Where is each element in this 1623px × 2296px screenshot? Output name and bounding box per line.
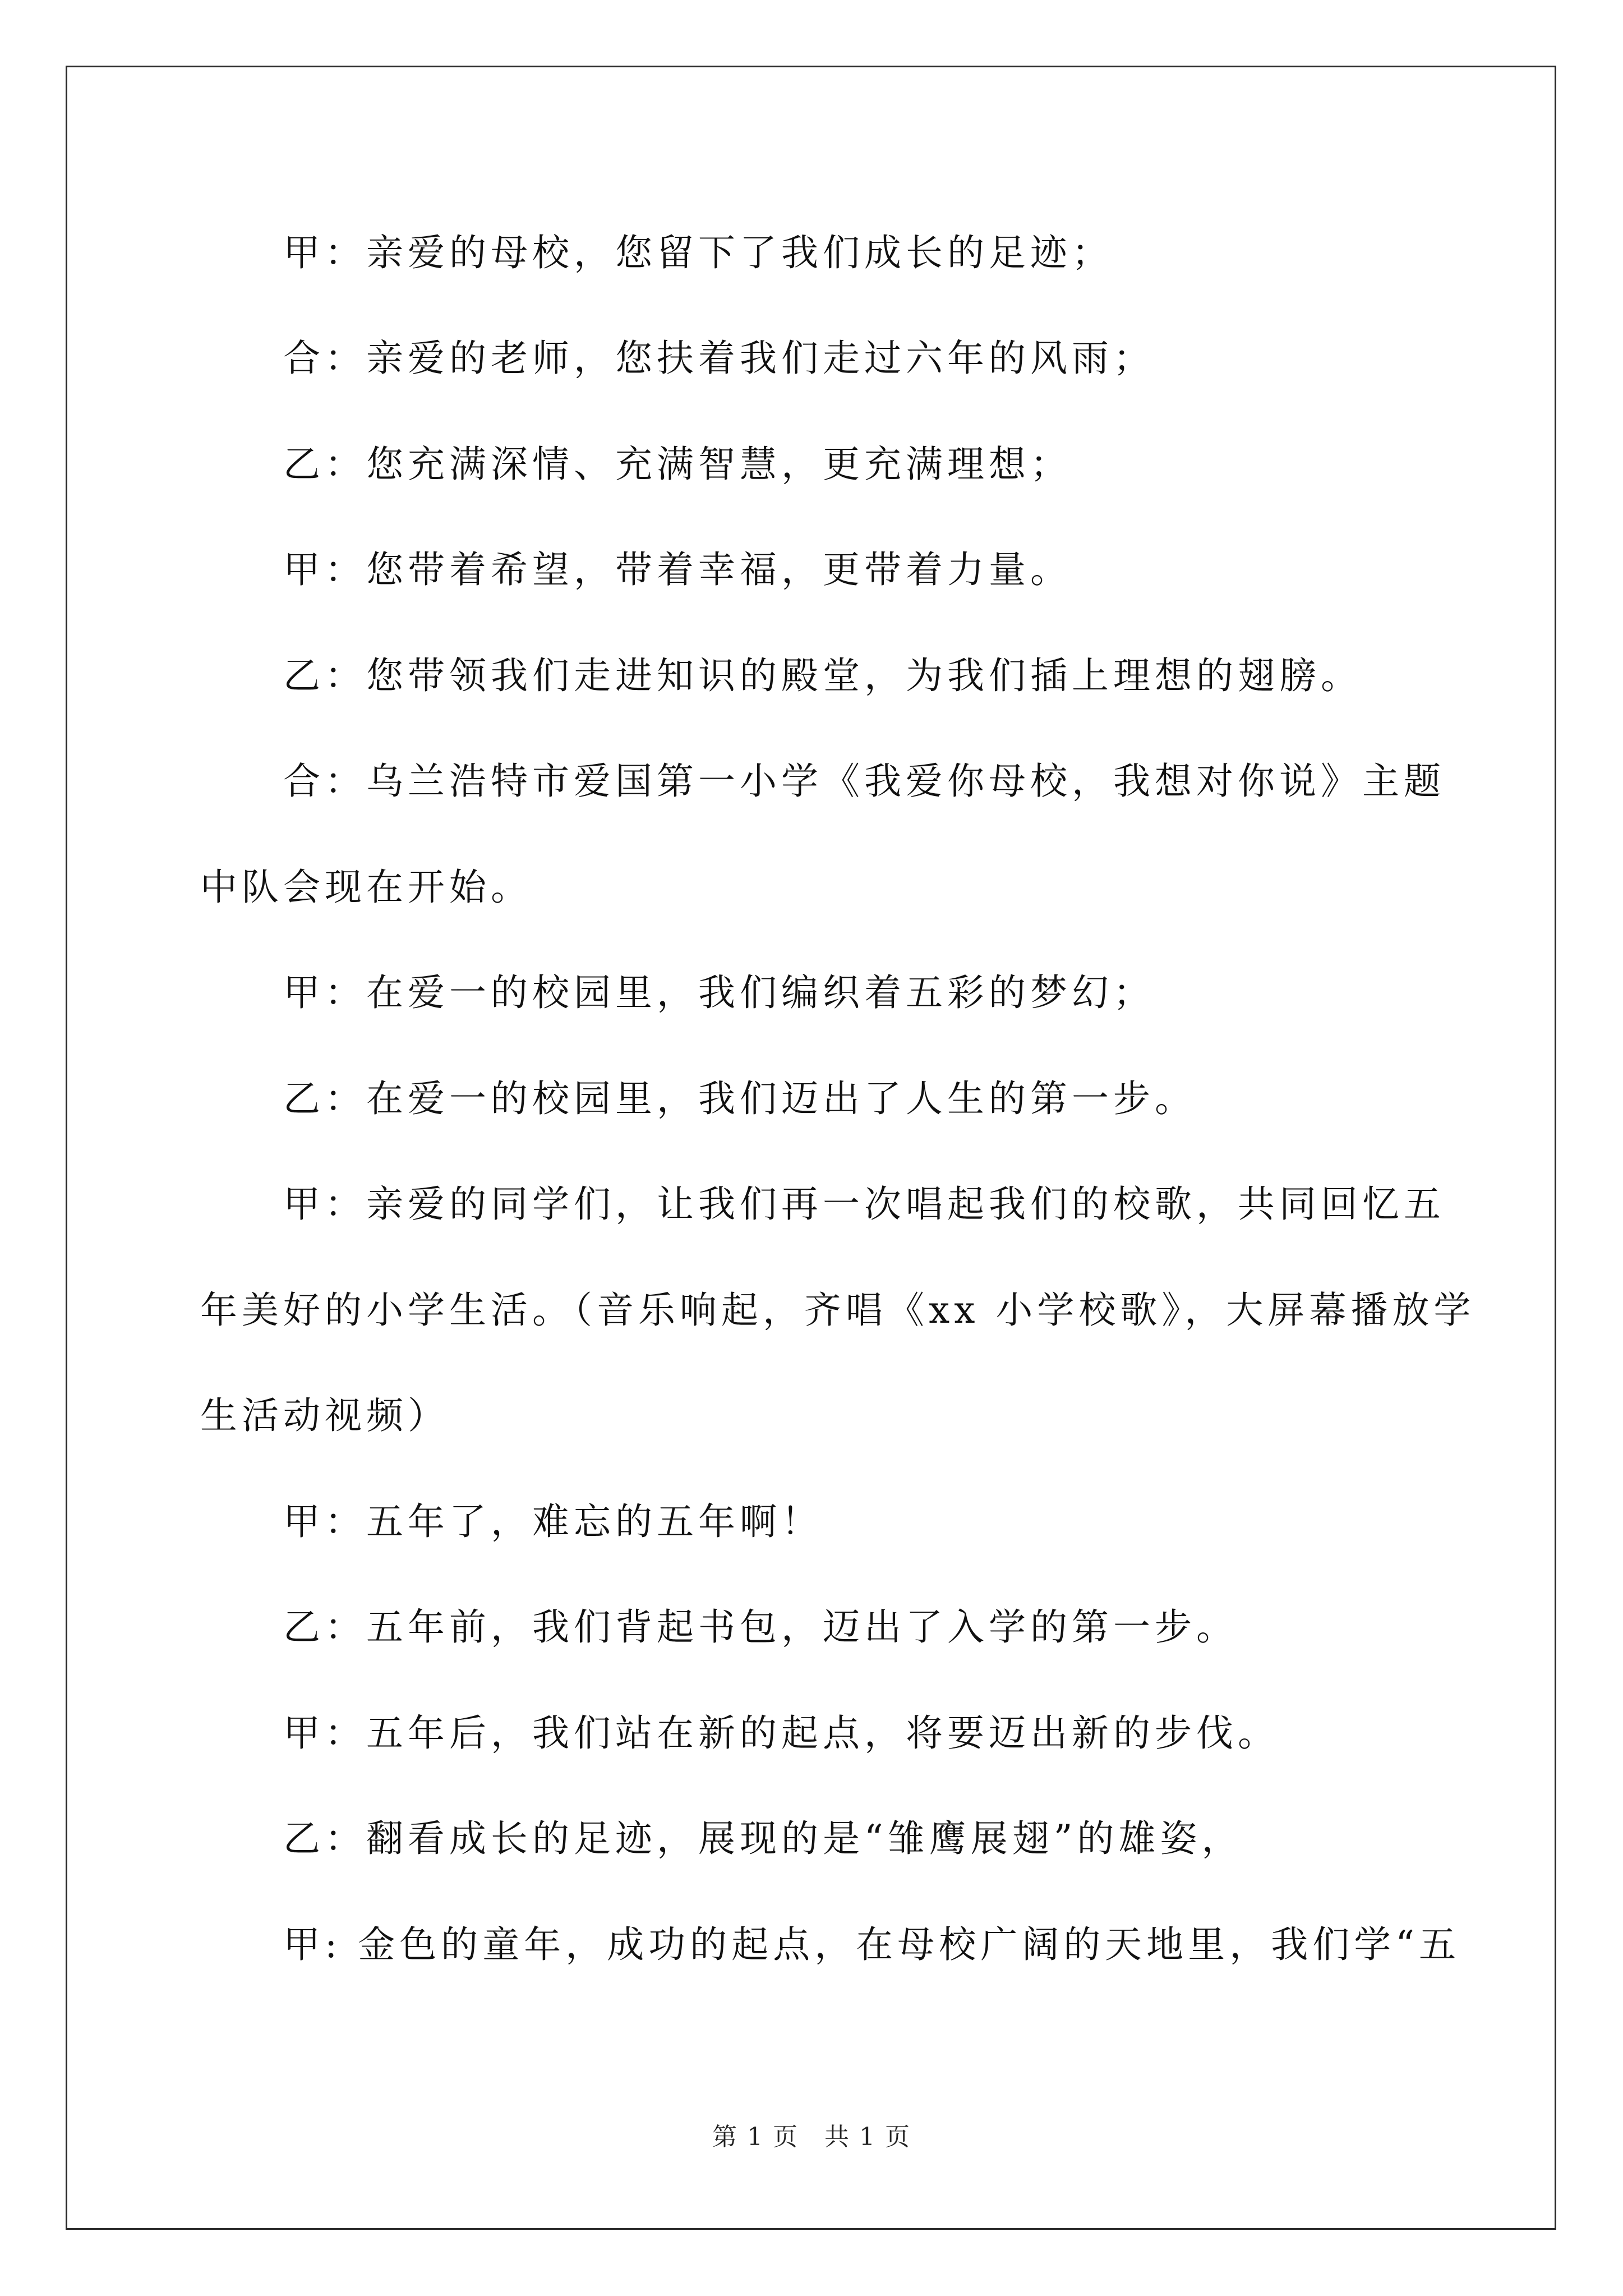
paragraph-4: 甲：您带着希望，带着幸福，更带着力量。	[283, 548, 1072, 591]
paragraph-1: 甲：亲爱的母校，您留下了我们成长的足迹；	[283, 231, 1113, 274]
paragraph-2: 合：亲爱的老师，您扶着我们走过六年的风雨；	[283, 337, 1155, 380]
paragraph-9: 甲：亲爱的同学们，让我们再一次唱起我们的校歌，共同回忆五	[283, 1182, 1445, 1226]
paragraph-9-line-3: 生活动视频）	[200, 1394, 449, 1437]
paragraph-14: 甲: 金色的童年，成功的起点，在母校广阔的天地里，我们学“五	[283, 1923, 1460, 1966]
paragraph-5: 乙：您带领我们走进知识的殿堂，为我们插上理想的翅膀。	[283, 654, 1362, 697]
paragraph-7: 甲：在爱一的校园里，我们编织着五彩的梦幻；	[283, 971, 1155, 1014]
paragraph-6: 合：乌兰浩特市爱国第一小学《我爱你母校，我想对你说》主题	[283, 760, 1445, 803]
paragraph-8: 乙：在爱一的校园里，我们迈出了人生的第一步。	[283, 1077, 1196, 1120]
paragraph-11: 乙：五年前，我们背起书包，迈出了入学的第一步。	[283, 1605, 1238, 1649]
page-footer: 第 1 页 共 1 页	[712, 2123, 911, 2151]
paragraph-13: 乙：翻看成长的足迹，展现的是“雏鹰展翅”的雄姿，	[283, 1817, 1243, 1860]
paragraph-10: 甲：五年了，难忘的五年啊！	[283, 1500, 823, 1543]
paragraph-9-line-2: 年美好的小学生活。（音乐响起，齐唱《xx 小学校歌》，大屏幕播放学	[200, 1289, 1476, 1332]
page-border	[66, 66, 1556, 2230]
paragraph-12: 甲：五年后，我们站在新的起点，将要迈出新的步伐。	[283, 1711, 1279, 1755]
paragraph-6-continuation: 中队会现在开始。	[200, 866, 532, 909]
paragraph-3: 乙：您充满深情、充满智慧，更充满理想；	[283, 443, 1072, 486]
